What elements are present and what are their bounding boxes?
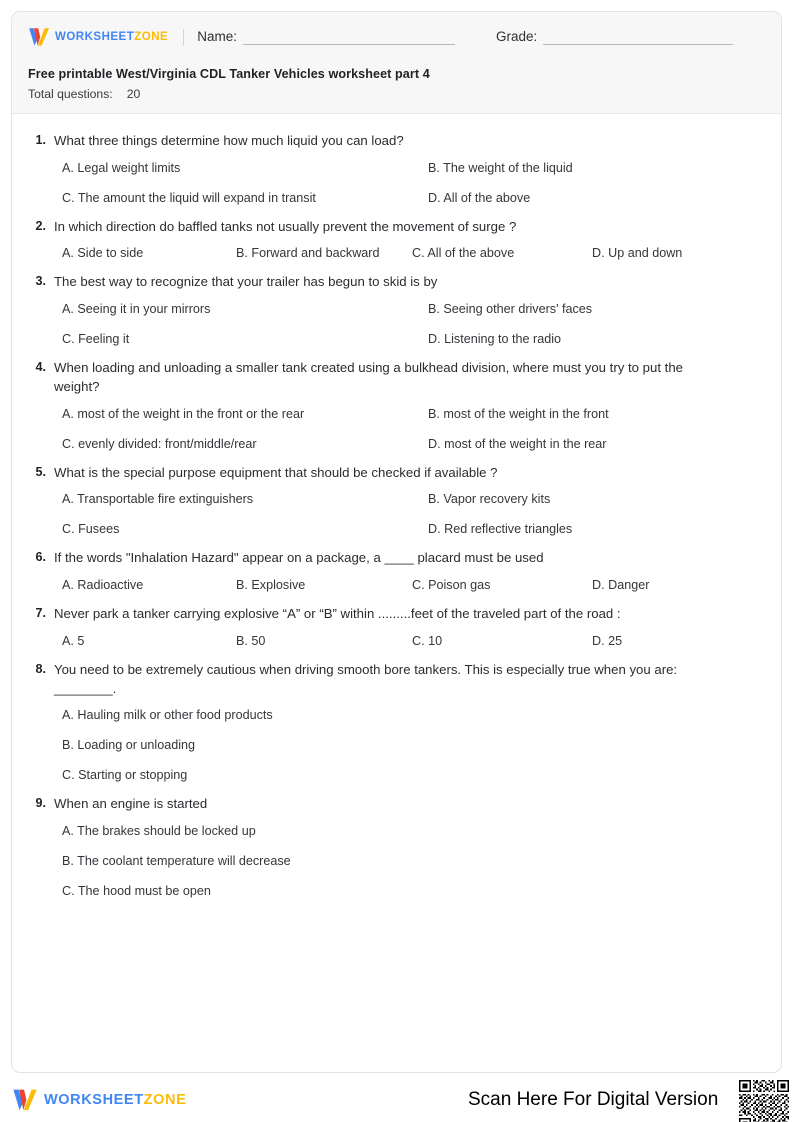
option-group <box>30 491 763 538</box>
question-text: What three things determine how much liquid you can load? <box>54 133 404 148</box>
option-choice[interactable]: D. All of the above <box>428 190 531 205</box>
question-header <box>30 132 763 151</box>
question-number: 1. <box>35 133 46 147</box>
question-header <box>30 795 763 814</box>
question-text: What is the special purpose equipment that should be checked if available ? <box>54 464 498 480</box>
option-choice[interactable]: C. Poison gas <box>412 578 491 593</box>
option-row <box>62 823 763 840</box>
question-text: The best way to recognize that your trailer has begun to skid is by <box>54 274 438 290</box>
option-group <box>30 707 763 784</box>
option-choice[interactable]: D. most of the weight in the rear <box>428 436 607 451</box>
question-number: 9. <box>35 796 46 811</box>
footer-brand-name-part2: ZONE <box>143 1092 187 1108</box>
option-row <box>62 577 763 594</box>
question-number: 3. <box>35 274 46 289</box>
header-divider <box>183 29 184 46</box>
option-row <box>62 633 763 650</box>
name-field-group <box>197 29 455 45</box>
option-row <box>62 707 763 724</box>
questions-list <box>12 114 781 900</box>
option-row <box>62 521 763 538</box>
footer-brand-logo <box>12 1088 186 1112</box>
question-item <box>30 795 763 900</box>
option-choice[interactable]: C. All of the above <box>412 246 515 261</box>
question-header <box>30 605 763 624</box>
option-group <box>30 245 763 262</box>
option-row <box>62 883 763 900</box>
name-input-line[interactable] <box>243 30 455 45</box>
question-number: 8. <box>35 661 46 676</box>
question-text: If the words "Inhalation Hazard" appear on a package, a ____ placard must be used <box>54 550 544 566</box>
question-item <box>30 661 763 784</box>
option-choice[interactable]: B. The weight of the liquid <box>428 160 573 175</box>
option-choice[interactable]: D. Danger <box>592 578 650 593</box>
option-choice[interactable]: D. 25 <box>592 633 623 648</box>
option-row <box>62 190 763 207</box>
option-group <box>30 406 763 453</box>
question-number: 7. <box>35 606 46 621</box>
option-choice[interactable]: A. Seeing it in your mirrors <box>62 302 211 317</box>
header-top-row <box>28 23 765 51</box>
option-choice[interactable]: C. Feeling it <box>62 332 130 347</box>
question-text: Never park a tanker carrying explosive “A” or “B” within .........feet of the traveled part of the road : <box>54 606 621 622</box>
option-choice[interactable]: A. 5 <box>62 633 85 648</box>
option-row <box>62 301 763 318</box>
grade-field-group <box>496 29 733 45</box>
option-row <box>62 737 763 754</box>
option-row <box>62 491 763 508</box>
question-item <box>30 273 763 348</box>
worksheet-zone-w-logo-icon <box>12 1088 38 1112</box>
question-number: 6. <box>35 550 46 565</box>
option-row <box>62 436 763 453</box>
option-choice[interactable]: A. Transportable fire extinguishers <box>62 492 254 507</box>
option-choice[interactable]: C. 10 <box>412 633 443 648</box>
total-questions-value: 20 <box>126 87 141 101</box>
worksheet-zone-w-logo-icon <box>28 27 50 47</box>
brand-name-part2: ZONE <box>134 31 169 43</box>
brand-logo-text <box>55 31 168 43</box>
grade-label: Grade: <box>495 29 538 44</box>
page-footer <box>0 1078 793 1122</box>
option-choice[interactable]: C. Starting or stopping <box>62 768 188 783</box>
question-item <box>30 359 763 452</box>
option-choice[interactable]: A. The brakes should be locked up <box>62 824 256 839</box>
option-choice[interactable]: B. Vapor recovery kits <box>428 492 551 507</box>
option-choice[interactable]: A. most of the weight in the front or the rear <box>62 406 305 421</box>
brand-name-part1: WORKSHEET <box>55 31 135 43</box>
option-group <box>30 301 763 348</box>
option-choice[interactable]: D. Red reflective triangles <box>428 522 573 537</box>
option-choice[interactable]: B. 50 <box>236 633 266 648</box>
brand-logo <box>28 27 168 47</box>
question-item <box>30 218 763 263</box>
question-text: In which direction do baffled tanks not usually prevent the movement of surge ? <box>54 218 517 234</box>
option-choice[interactable]: C. The hood must be open <box>62 884 211 899</box>
option-row <box>62 160 763 177</box>
option-group <box>30 160 763 207</box>
option-choice[interactable]: B. Forward and backward <box>236 246 380 261</box>
option-choice[interactable]: C. Fusees <box>62 522 120 537</box>
total-questions-label: Total questions: <box>28 87 113 101</box>
grade-input-line[interactable] <box>543 30 733 45</box>
question-header <box>30 218 763 237</box>
option-group <box>30 633 763 650</box>
option-group <box>30 823 763 900</box>
question-item <box>30 464 763 539</box>
question-header <box>30 661 763 698</box>
option-row <box>62 767 763 784</box>
option-choice[interactable]: A. Hauling milk or other food products <box>62 708 273 723</box>
question-header <box>30 359 763 396</box>
question-text: When loading and unloading a smaller tank created using a bulkhead division, where must you try to put the weight? <box>54 360 683 394</box>
option-choice[interactable]: A. Side to side <box>62 246 144 261</box>
option-row <box>62 331 763 348</box>
option-row <box>62 245 763 262</box>
option-group <box>30 577 763 594</box>
option-choice[interactable]: A. Legal weight limits <box>62 160 181 175</box>
option-choice[interactable]: D. Listening to the radio <box>428 332 562 347</box>
name-label: Name: <box>197 29 237 44</box>
question-number: 4. <box>35 360 46 375</box>
question-number: 2. <box>35 218 46 233</box>
option-choice[interactable]: C. The amount the liquid will expand in transit <box>62 190 316 205</box>
worksheet-title: Free printable West/Virginia CDL Tanker Vehicles worksheet part 4 <box>28 67 430 81</box>
question-item <box>30 132 763 207</box>
footer-brand-logo-text <box>44 1092 186 1108</box>
footer-brand-name-part1: WORKSHEET <box>44 1092 144 1108</box>
option-choice[interactable]: B. The coolant temperature will decrease <box>62 854 291 869</box>
option-choice[interactable]: B. most of the weight in the front <box>428 406 609 421</box>
option-choice[interactable]: B. Seeing other drivers' faces <box>428 302 593 317</box>
question-text: When an engine is started <box>54 796 208 812</box>
worksheet-card <box>11 11 782 1073</box>
option-choice[interactable]: D. Up and down <box>592 246 683 261</box>
worksheet-header <box>12 12 781 114</box>
question-number: 5. <box>35 464 46 479</box>
question-item <box>30 549 763 594</box>
total-questions <box>28 87 765 101</box>
question-header <box>30 273 763 292</box>
question-header <box>30 464 763 483</box>
option-row <box>62 406 763 423</box>
option-choice[interactable]: B. Explosive <box>236 578 306 593</box>
option-choice[interactable]: B. Loading or unloading <box>62 738 196 753</box>
question-item <box>30 605 763 650</box>
option-choice[interactable]: A. Radioactive <box>62 578 144 593</box>
question-header <box>30 549 763 568</box>
option-choice[interactable]: C. evenly divided: front/middle/rear <box>62 436 257 451</box>
question-text: You need to be extremely cautious when driving smooth bore tankers. This is especially true when you are: ________. <box>54 661 678 696</box>
option-row <box>62 853 763 870</box>
scan-prompt-text: Scan Here For Digital Version <box>468 1089 719 1110</box>
qr-code-icon[interactable] <box>739 1080 789 1122</box>
